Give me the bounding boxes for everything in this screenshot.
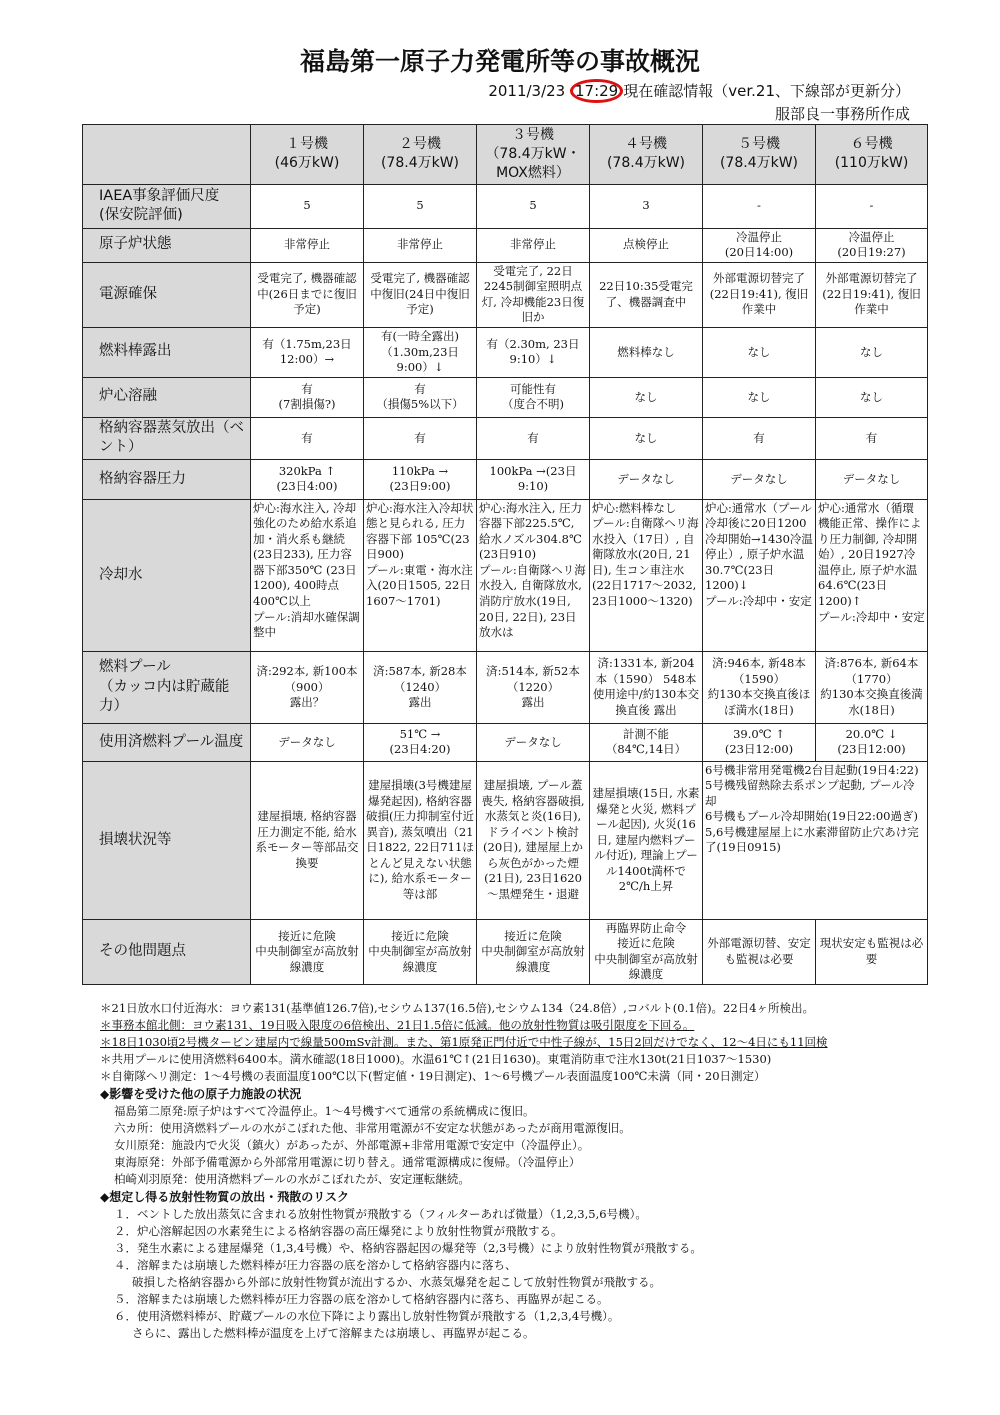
section2-line: ６．使用済燃料棒が、貯蔵プールの水位下降により露出し放射性物質が飛散する（1,2,3,4号機）。 (114, 1309, 620, 1323)
table-cell: 110kPa → (23日9:00) (364, 459, 477, 499)
table-cell: 100kPa →(23日 9:10) (477, 459, 590, 499)
header-row (83, 125, 928, 185)
table-cell: データなし (590, 459, 703, 499)
table-cell: 有 (703, 417, 816, 459)
row-label: 格納容器圧力 (83, 459, 251, 499)
table-cell: 非常停止 (364, 228, 477, 262)
section2-line: １．ベントした放出蒸気に含まれる放射性物質が飛散する（フィルターあれば微量）（1,2,3,5,6号機）。 (114, 1207, 647, 1221)
table-cell: 有 (477, 417, 590, 459)
table-cell: 有（1.75m,23日12:00）→ (251, 327, 364, 377)
table-cell: 3 (590, 184, 703, 228)
table-cell: 非常停止 (477, 228, 590, 262)
table-cell: 済:946本, 新48本 （1590） 約130本交換直後ほぼ満水(18日) (703, 651, 816, 723)
note-line: ＊18日1030頃2号機タービン建屋内で線量500mSv計測。また、第1原発正門付近で中性子線が、15日2回だけでなく、12～4日にも11回検 (100, 1035, 828, 1049)
author: 服部良一事務所作成 (774, 105, 910, 123)
row-label: 使用済燃料プール温度 (83, 723, 251, 761)
table-cell: 20.0℃ ↓ (23日12:00) (816, 723, 928, 761)
table-cell: 外部電源切替完了(22日19:41), 復旧作業中 (816, 262, 928, 327)
table-cell: 有 (816, 417, 928, 459)
table-cell: 接近に危険 中央制御室が高放射線濃度 (364, 919, 477, 984)
unit-header: ３号機 （78.4万kW・ MOX燃料） (477, 125, 590, 185)
table-cell: 建屋損壊(3号機建屋爆発起因), 格納容器破損(圧力抑制室付近異音), 蒸気噴出（21日1822, 22日711ほとんど見えない状態に), 給水系モーター等は部 (364, 761, 477, 919)
table-cell: 炉心:通常水（循環機能正常、操作により圧力制御, 冷却開始）, 20日1927冷温停止, 原子炉水温64.6℃(23日1200)↑ プール:冷却中・安定 (816, 499, 928, 651)
table-cell: 受電完了, 機器確認中復旧(24日中復旧予定) (364, 262, 477, 327)
table-cell: - (816, 184, 928, 228)
table-cell: 6号機非常用発電機2台目起動(19日4:22) 5号機残留熱除去系ポンプ起動, プール冷却 6号機もプール冷却開始(19日22:00過ぎ) 5,6号機建屋屋上に水素滞留防止穴あけ完了(19日0915) (703, 761, 928, 919)
table-cell: なし (590, 417, 703, 459)
table-cell: なし (816, 327, 928, 377)
table-cell: 済:514本, 新52本 （1220） 露出 (477, 651, 590, 723)
section1-line: 福島第二原発:原子炉はすべて冷温停止。1～4号機すべて通常の系統構成に復旧。 (114, 1104, 535, 1118)
row-label: 格納容器蒸気放出（ベント） (83, 417, 251, 459)
section2-line: ２．炉心溶解起因の水素発生による格納容器の高圧爆発により放射性物質が飛散する。 (114, 1224, 563, 1238)
section2-line: 破損した格納容器から外部に放射性物質が流出するか、水蒸気爆発を起こして放射性物質が飛散する。 (132, 1275, 661, 1289)
table-cell: 5 (251, 184, 364, 228)
note-line: ＊自衛隊ヘリ測定：1～4号機の表面温度100℃以下(暫定値・19日測定)、1～6号機プール表面温度100℃未満（同・20日測定） (100, 1069, 766, 1083)
table-cell: 計測不能 （84℃,14日） (590, 723, 703, 761)
row-label: 損壊状況等 (83, 761, 251, 919)
table-cell: 5 (364, 184, 477, 228)
unit-header: ５号機 (78.4万kW) (703, 125, 816, 185)
section1-line: 柏崎刈羽原発：使用済燃料プールの水がこぼれたが、安定運転継続。 (114, 1172, 470, 1186)
table-row (83, 377, 928, 417)
table-row (83, 228, 928, 262)
section2-line: ５．溶解または崩壊した燃料棒が圧力容器の底を溶かして格納容器内に落ち、再臨界が起こる。 (114, 1292, 609, 1306)
table-cell: 済:587本, 新28本 （1240） 露出 (364, 651, 477, 723)
subtitle-date: 2011/3/23 (488, 82, 570, 100)
subtitle-note: 現在確認情報（ver.21、下線部が更新分） (623, 82, 910, 100)
section1-line: 女川原発：施設内で火災（鎮火）があったが、外部電源+非常用電源で安定中（冷温停止）。 (114, 1138, 590, 1152)
table-cell: データなし (703, 459, 816, 499)
table-cell: 可能性有 （度合不明) (477, 377, 590, 417)
table-row (83, 459, 928, 499)
table-cell: データなし (251, 723, 364, 761)
section1-title: ◆影響を受けた他の原子力施設の状況 (100, 1087, 302, 1101)
table-cell: 済:292本, 新100本 （900） 露出？ (251, 651, 364, 723)
subtitle (488, 80, 910, 101)
table-cell: 有 (251, 417, 364, 459)
table-row (83, 761, 928, 919)
table-cell: データなし (477, 723, 590, 761)
table-cell: 冷温停止 (20日14:00) (703, 228, 816, 262)
unit-header: ６号機 (110万kW) (816, 125, 928, 185)
table-cell: 冷温停止 (20日19:27) (816, 228, 928, 262)
section2-line: さらに、露出した燃料棒が温度を上げて溶解または崩壊し、再臨界が起こる。 (132, 1326, 535, 1340)
table-cell: 現状安定も監視は必要 (816, 919, 928, 984)
table-cell: 受電完了, 22日2245制御室照明点灯, 冷却機能23日復旧か (477, 262, 590, 327)
table-cell: 外部電源切替完了(22日19:41), 復旧作業中 (703, 262, 816, 327)
table-cell: - (703, 184, 816, 228)
table-cell: 320kPa ↑ (23日4:00) (251, 459, 364, 499)
section1-line: 東海原発：外部予備電源から外部常用電源に切り替え。通常電源構成に復帰。（冷温停止） (114, 1155, 581, 1169)
table-cell: 点検停止 (590, 228, 703, 262)
table-cell: なし (703, 377, 816, 417)
table-row (83, 723, 928, 761)
subtitle-time: 17:29 (570, 79, 623, 103)
table-cell: 建屋損壊(15日, 水素爆発と火災, 燃料プール起因), 火災(16日, 建屋内燃料プール付近), 理論上プール1400t満杯で2℃/h上昇 (590, 761, 703, 919)
section2-line: ３．発生水素による建屋爆発（1,3,4号機）や、格納容器起因の爆発等（2,3号機）により放射性物質が飛散する。 (114, 1241, 702, 1255)
table-cell: 5 (477, 184, 590, 228)
table-row (83, 327, 928, 377)
table-cell: 接近に危険 中央制御室が高放射線濃度 (477, 919, 590, 984)
row-label: その他問題点 (83, 919, 251, 984)
table-cell: なし (590, 377, 703, 417)
table-cell: データなし (816, 459, 928, 499)
table-cell: 有 (7割損傷?) (251, 377, 364, 417)
table-cell: 受電完了, 機器確認中(26日までに復旧予定) (251, 262, 364, 327)
table-row (83, 184, 928, 228)
table-cell: 有（2.30m, 23日9:10）↓ (477, 327, 590, 377)
section2-title: ◆想定し得る放射性物質の放出・飛散のリスク (100, 1190, 349, 1204)
table-cell: なし (816, 377, 928, 417)
table-row (83, 262, 928, 327)
table-cell: 炉心:海水注入, 冷却強化のため給水系追加・消火系も継続 (23日233), 圧力容器下部350℃ (23日1200), 400時点400℃以上 プール:消却水確保調整中 (251, 499, 364, 651)
row-label: 燃料プール （カッコ内は貯蔵能力） (83, 651, 251, 723)
table-cell: 外部電源切替、安定も監視は必要 (703, 919, 816, 984)
unit-header: １号機 (46万kW) (251, 125, 364, 185)
table-cell: 51℃ → (23日4:20) (364, 723, 477, 761)
table-cell: 済:1331本, 新204本（1590） 548本使用途中/約130本交換直後 露出 (590, 651, 703, 723)
table-cell: 接近に危険 中央制御室が高放射線濃度 (251, 919, 364, 984)
unit-header: ４号機 (78.4万kW) (590, 125, 703, 185)
table-cell: 非常停止 (251, 228, 364, 262)
notes-section (100, 1000, 940, 1342)
table-cell: 炉心:海水注入冷却状態と見られる, 圧力容器下部 105℃(23日900) プール:東電・海水注入(20日1505, 22日1607～1701) (364, 499, 477, 651)
corner-cell (83, 125, 251, 185)
table-cell: 再臨界防止命令 接近に危険 中央制御室が高放射線濃度 (590, 919, 703, 984)
row-label: 炉心溶融 (83, 377, 251, 417)
table-cell: 39.0℃ ↑ (23日12:00) (703, 723, 816, 761)
table-cell: 有 (364, 417, 477, 459)
table-cell: 炉心:海水注入, 圧力容器下部225.5℃, 給水ノズル304.8℃ (23日910) プール:自衛隊ヘリ海水投入, 自衛隊放水,消防庁放水(19日, 20日, 22日), 23日放水は (477, 499, 590, 651)
table-cell: 建屋損壊, プール蓋喪失, 格納容器破損, 水蒸気と炎(16日), ドライベント検討(20日), 建屋屋上から灰色がかった煙(21日), 23日1620～黒煙発生・退避 (477, 761, 590, 919)
table-cell: 炉心:通常水（プール冷却後に20日1200冷却開始→1430冷温停止）, 原子炉水温30.7℃(23日1200)↓ プール:冷却中・安定 (703, 499, 816, 651)
row-label: IAEA事象評価尺度 (保安院評価) (83, 184, 251, 228)
status-table (82, 124, 928, 985)
table-cell: 有(一時全露出)（1.30m,23日9:00）↓ (364, 327, 477, 377)
table-row (83, 417, 928, 459)
note-line: ＊事務本館北側：ヨウ素131、19日吸入限度の6倍検出、21日1.5倍に低減。他の放射性物質は吸引限度を下回る。 (100, 1018, 695, 1032)
table-cell: 済:876本, 新64本 （1770） 約130本交換直後満水(18日) (816, 651, 928, 723)
table-cell: 22日10:35受電完了、機器調査中 (590, 262, 703, 327)
table-cell: 炉心:燃料棒なし プール:自衛隊ヘリ海水投入（17日）, 自衛隊放水(20日, 21日), 生コン車注水(22日1717～2032, 23日1000～1320) (590, 499, 703, 651)
page-title: 福島第一原子力発電所等の事故概況 (299, 47, 700, 76)
table-cell: 建屋損壊, 格納容器圧力測定不能, 給水系モーター等部品交換要 (251, 761, 364, 919)
row-label: 燃料棒露出 (83, 327, 251, 377)
row-label: 原子炉状態 (83, 228, 251, 262)
section1-line: 六カ所：使用済燃料プールの水がこぼれた他、非常用電源が不安定な状態があったが商用電源復旧。 (114, 1121, 631, 1135)
table-cell: 燃料棒なし (590, 327, 703, 377)
row-label: 冷却水 (83, 499, 251, 651)
note-line: ＊21日放水口付近海水：ヨウ素131(基準値126.7倍),セシウム137(16.5倍),セシウム134（24.8倍）,コバルト(0.1倍)。22日4ヶ所検出。 (100, 1001, 815, 1015)
table-row (83, 499, 928, 651)
note-line: ＊共用プールに使用済燃料6400本。満水確認(18日1000)。水温61℃↑(21日1630)。東電消防車で注水130t(21日1037～1530) (100, 1052, 772, 1066)
table-cell: 有 （損傷5%以下） (364, 377, 477, 417)
row-label: 電源確保 (83, 262, 251, 327)
section2-line: ４．溶解または崩壊した燃料棒が圧力容器の底を溶かして格納容器内に落ち、 (114, 1258, 517, 1272)
table-cell: なし (703, 327, 816, 377)
unit-header: ２号機 (78.4万kW) (364, 125, 477, 185)
table-row (83, 651, 928, 723)
table-row (83, 919, 928, 984)
